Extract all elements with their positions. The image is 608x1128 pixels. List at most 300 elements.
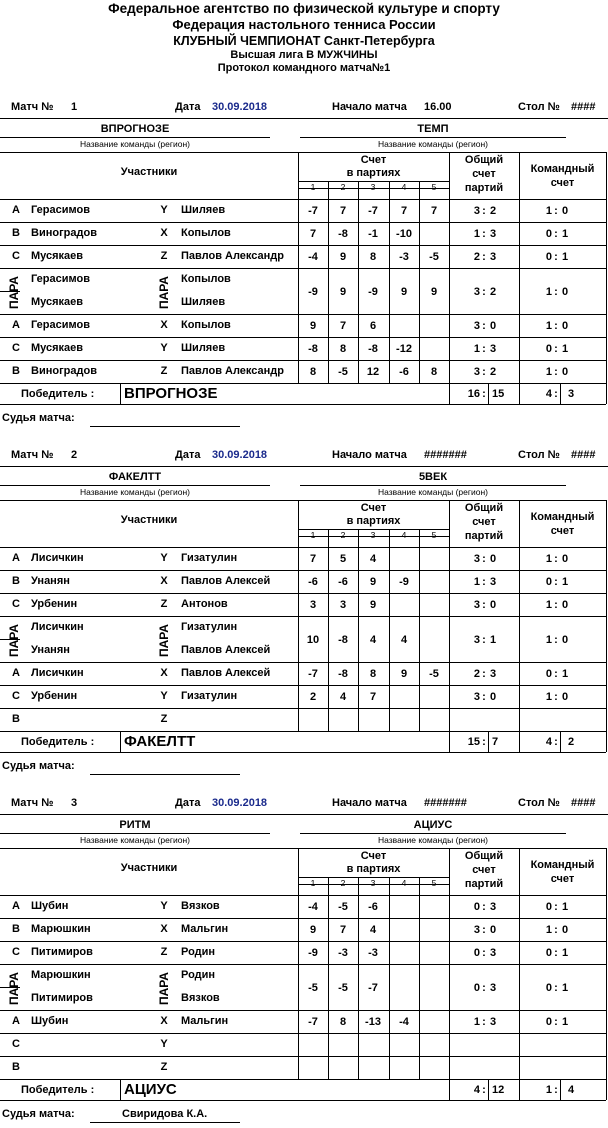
set-score <box>419 341 449 358</box>
row-letter-left: A <box>12 1015 20 1027</box>
set-score: -1 <box>368 228 378 240</box>
set-score: 9 <box>339 285 347 298</box>
set-score <box>358 712 388 729</box>
total-colon: : <box>482 228 486 240</box>
player-name: Антонов <box>181 598 228 610</box>
grid-line <box>519 731 520 752</box>
set-score <box>419 632 449 649</box>
grid-line <box>449 314 450 337</box>
total-colon: : <box>482 633 486 646</box>
participants-header: Участники <box>120 514 178 526</box>
player-name: Павлов Алексей <box>181 575 271 587</box>
total-left: 3 <box>473 691 480 703</box>
set-score: 3 <box>309 599 317 611</box>
match-total-right: 12 <box>492 1084 505 1096</box>
grid-line <box>519 662 520 685</box>
row-letter-left: C <box>12 690 20 702</box>
set-score: 4 <box>339 691 347 703</box>
team-right: 0 <box>562 924 569 936</box>
set-score: 7 <box>339 320 347 332</box>
set-score: -4 <box>308 901 318 913</box>
row-letter-left: B <box>12 365 20 377</box>
match-team-left: 4 <box>545 736 552 748</box>
start-label: Начало матча <box>332 797 407 809</box>
player-name: Унанян <box>31 575 70 587</box>
grid-line <box>0 360 606 361</box>
set-score <box>298 712 328 729</box>
set-score <box>389 945 419 962</box>
set-score <box>419 899 449 916</box>
team-right: 1 <box>562 981 569 994</box>
team-colon: : <box>554 924 558 936</box>
team-left: 0 <box>545 668 552 680</box>
total-right: 0 <box>490 924 497 936</box>
row-letter-left: A <box>12 204 20 216</box>
set-score: -5 <box>429 251 439 263</box>
set-score: 4 <box>369 553 377 565</box>
set-score: -10 <box>396 228 412 240</box>
grid-line <box>449 941 450 964</box>
score-header-2: в партиях <box>346 515 401 527</box>
match-team-right: 2 <box>568 736 575 748</box>
team-left: 0 <box>545 981 552 994</box>
total-left: 1 <box>473 228 480 240</box>
row-letter-right: Y <box>160 900 168 912</box>
match-total-left: 15 <box>467 736 480 748</box>
grid-line <box>449 199 450 222</box>
grid-line <box>606 964 607 1010</box>
set-score: -5 <box>308 981 318 994</box>
set-score <box>389 318 419 335</box>
grid-line <box>560 731 561 752</box>
team-right-caption: Название команды (регион) <box>378 139 488 149</box>
grid-line <box>0 1056 606 1057</box>
header-protocol: Протокол командного матча№1 <box>217 62 391 74</box>
grid-line <box>519 1033 520 1056</box>
grid-line <box>0 268 606 269</box>
grid-line <box>606 708 607 731</box>
grid-line <box>449 1079 450 1100</box>
total-left: 3 <box>473 285 480 298</box>
player-name: Лисичкин <box>31 667 84 679</box>
team-right: 1 <box>562 947 569 959</box>
grid-line <box>449 708 450 731</box>
total-right: 3 <box>490 668 497 680</box>
set-number: 2 <box>340 878 346 888</box>
set-score: 7 <box>309 228 317 240</box>
grid-line <box>0 337 606 338</box>
match-no-value: 1 <box>71 101 78 113</box>
set-score <box>358 1060 388 1077</box>
set-score <box>419 318 449 335</box>
table-value: #### <box>571 797 596 809</box>
set-number: 1 <box>310 878 316 888</box>
table-label: Стол № <box>518 449 560 461</box>
set-score: 9 <box>369 599 377 611</box>
player-name: Шиляев <box>181 296 226 308</box>
team-left-caption: Название команды (регион) <box>80 487 190 497</box>
team-left: 1 <box>545 924 552 936</box>
player-name: Герасимов <box>31 319 90 331</box>
match-no-value: 3 <box>71 797 78 809</box>
team-colon: : <box>554 343 558 355</box>
grid-line <box>0 383 606 384</box>
set-score <box>419 712 449 729</box>
match-total-right: 7 <box>492 736 499 748</box>
grid-line <box>449 895 450 918</box>
set-score: -3 <box>399 251 409 263</box>
set-score <box>419 574 449 591</box>
grid-line <box>0 848 606 849</box>
total-right: 3 <box>490 576 497 588</box>
total-right: 2 <box>490 366 497 378</box>
grid-line <box>606 314 607 337</box>
set-score: -7 <box>308 1016 318 1028</box>
grid-line <box>0 895 606 896</box>
grid-line <box>606 685 607 708</box>
grid-line <box>449 1033 450 1056</box>
grid-line <box>0 291 20 292</box>
row-letter-right: Y <box>160 1038 168 1050</box>
match-block <box>0 96 608 436</box>
grid-line <box>0 833 270 834</box>
score-header-1: Счет <box>360 154 387 166</box>
grid-line <box>519 383 520 404</box>
player-name: Копылов <box>181 319 231 331</box>
total-left: 1 <box>473 576 480 588</box>
total-right: 1 <box>490 633 497 646</box>
set-score: 9 <box>400 285 408 298</box>
team-header-2: счет <box>550 177 575 189</box>
grid-line <box>90 426 240 427</box>
grid-line <box>449 685 450 708</box>
grid-line <box>606 593 607 616</box>
row-letter-right: X <box>160 923 168 935</box>
row-letter-right: Z <box>160 365 168 377</box>
row-letter-right: Z <box>160 598 168 610</box>
row-letter-right: Z <box>160 713 168 725</box>
total-left: 2 <box>473 251 480 263</box>
grid-line <box>519 685 520 708</box>
total-header-3: партий <box>464 530 504 542</box>
grid-line <box>606 895 607 918</box>
grid-line <box>120 383 121 404</box>
grid-line <box>519 1079 520 1100</box>
set-score <box>389 551 419 568</box>
row-letter-left: A <box>12 667 20 679</box>
set-score: -7 <box>308 668 318 680</box>
set-score: -8 <box>338 633 348 646</box>
set-score <box>419 980 449 997</box>
table-value: #### <box>571 449 596 461</box>
player-name: Марюшкин <box>31 969 91 981</box>
total-right: 3 <box>490 1016 497 1028</box>
set-score: 9 <box>309 924 317 936</box>
total-left: 3 <box>473 599 480 611</box>
team-right-caption: Название команды (регион) <box>378 487 488 497</box>
set-score: 9 <box>309 320 317 332</box>
team-left: 1 <box>545 691 552 703</box>
team-left: 1 <box>545 366 552 378</box>
total-right: 2 <box>490 285 497 298</box>
row-letter-left: C <box>12 946 20 958</box>
pair-label-right: ПАРА <box>157 972 171 1005</box>
grid-line <box>519 547 520 570</box>
total-left: 1 <box>473 343 480 355</box>
total-right: 3 <box>490 901 497 913</box>
team-right-caption: Название команды (регион) <box>378 835 488 845</box>
date-label: Дата <box>175 101 201 113</box>
match-team-right: 4 <box>568 1084 575 1096</box>
team-left: 0 <box>545 1016 552 1028</box>
grid-line <box>606 337 607 360</box>
row-letter-left: B <box>12 575 20 587</box>
set-score: -6 <box>399 366 409 378</box>
grid-line <box>300 833 566 834</box>
set-score: -9 <box>368 285 378 298</box>
set-score <box>328 1060 358 1077</box>
pair-label-left: ПАРА <box>7 972 21 1005</box>
total-header-2: счет <box>472 168 496 180</box>
pair-label-right: ПАРА <box>157 276 171 309</box>
grid-line <box>0 1010 606 1011</box>
total-right: 0 <box>490 599 497 611</box>
player-name: Родин <box>181 946 216 958</box>
total-left: 3 <box>473 320 480 332</box>
match-total-colon: : <box>482 1084 486 1096</box>
player-name: Вязков <box>181 992 220 1004</box>
team-colon: : <box>554 251 558 263</box>
set-score: 4 <box>369 633 377 646</box>
grid-line <box>606 616 607 662</box>
set-score <box>389 712 419 729</box>
set-score: -13 <box>365 1016 381 1028</box>
team-colon: : <box>554 668 558 680</box>
set-score: -7 <box>368 981 378 994</box>
grid-line <box>300 485 566 486</box>
set-score: 12 <box>366 366 380 378</box>
team-left-name: РИТМ <box>119 819 151 831</box>
player-name: Павлов Александр <box>181 250 285 262</box>
total-header-3: партий <box>464 878 504 890</box>
match-no-label: Матч № <box>11 101 54 113</box>
grid-line <box>449 731 450 752</box>
team-colon: : <box>554 228 558 240</box>
row-letter-right: X <box>160 319 168 331</box>
player-name: Марюшкин <box>31 923 91 935</box>
grid-line <box>519 964 520 1010</box>
grid-line <box>449 1056 450 1079</box>
grid-line <box>120 731 121 752</box>
total-colon: : <box>482 320 486 332</box>
total-header-3: партий <box>464 182 504 194</box>
grid-line <box>606 662 607 685</box>
player-name: Копылов <box>181 273 231 285</box>
set-score: -5 <box>338 901 348 913</box>
grid-line <box>0 570 606 571</box>
team-colon: : <box>554 1016 558 1028</box>
total-right: 3 <box>490 343 497 355</box>
grid-line <box>519 1056 520 1079</box>
player-name: Шубин <box>31 900 69 912</box>
set-score <box>389 980 419 997</box>
set-score: 5 <box>339 553 347 565</box>
team-right: 0 <box>562 285 569 298</box>
team-right: 1 <box>562 901 569 913</box>
player-name: Гизатулин <box>181 621 238 633</box>
team-left: 0 <box>545 251 552 263</box>
row-letter-left: B <box>12 1061 20 1073</box>
grid-line <box>449 662 450 685</box>
team-colon: : <box>554 320 558 332</box>
set-score <box>389 1037 419 1054</box>
grid-line <box>606 1056 607 1079</box>
grid-line <box>0 752 606 753</box>
player-name: Мусякаев <box>31 296 84 308</box>
grid-line <box>0 685 606 686</box>
row-letter-left: A <box>12 319 20 331</box>
team-left: 1 <box>545 599 552 611</box>
grid-line <box>0 918 606 919</box>
grid-line <box>606 1033 607 1056</box>
total-colon: : <box>482 366 486 378</box>
set-number: 2 <box>340 182 346 192</box>
match-total-colon: : <box>482 388 486 400</box>
grid-line <box>0 245 606 246</box>
player-name: Герасимов <box>31 204 90 216</box>
grid-line <box>606 268 607 314</box>
grid-line <box>606 941 607 964</box>
total-right: 3 <box>490 228 497 240</box>
start-value: ####### <box>424 797 467 809</box>
grid-line <box>519 593 520 616</box>
grid-line <box>449 547 450 570</box>
grid-line <box>519 570 520 593</box>
set-score: -6 <box>308 576 318 588</box>
set-score: -9 <box>308 947 318 959</box>
set-number: 5 <box>431 878 437 888</box>
team-header-1: Командный <box>530 511 595 523</box>
set-score: 6 <box>369 320 377 332</box>
set-score: -5 <box>338 981 348 994</box>
set-score <box>328 712 358 729</box>
grid-line <box>0 199 606 200</box>
grid-line <box>449 1010 450 1033</box>
match-team-colon: : <box>554 388 558 400</box>
row-letter-right: X <box>160 667 168 679</box>
score-header-2: в партиях <box>346 167 401 179</box>
total-left: 0 <box>473 901 480 913</box>
team-left: 1 <box>545 633 552 646</box>
player-name: Павлов Алексей <box>181 667 271 679</box>
match-no-label: Матч № <box>11 449 54 461</box>
grid-line <box>0 222 606 223</box>
start-value: 16.00 <box>424 101 452 113</box>
winner-label: Победитель : <box>21 736 95 748</box>
player-name: Герасимов <box>31 273 90 285</box>
team-colon: : <box>554 576 558 588</box>
grid-line <box>519 268 520 314</box>
total-colon: : <box>482 901 486 913</box>
grid-line <box>519 360 520 383</box>
team-right-name: 5ВЕК <box>418 471 448 483</box>
set-number: 2 <box>340 530 346 540</box>
set-number: 3 <box>370 182 376 192</box>
grid-line <box>606 383 607 404</box>
set-score: 2 <box>309 691 317 703</box>
team-right: 1 <box>562 228 569 240</box>
set-score: -9 <box>399 576 409 588</box>
team-left-caption: Название команды (регион) <box>80 139 190 149</box>
team-header-1: Командный <box>530 163 595 175</box>
grid-line <box>0 547 606 548</box>
set-score <box>419 551 449 568</box>
total-left: 2 <box>473 668 480 680</box>
total-left: 3 <box>473 633 480 646</box>
match-total-right: 15 <box>492 388 505 400</box>
total-colon: : <box>482 668 486 680</box>
set-score: -3 <box>338 947 348 959</box>
grid-line <box>120 1079 121 1100</box>
grid-line <box>606 360 607 383</box>
grid-line <box>0 593 606 594</box>
set-score: 9 <box>430 285 438 298</box>
set-score <box>358 1037 388 1054</box>
team-colon: : <box>554 205 558 217</box>
match-team-colon: : <box>554 1084 558 1096</box>
grid-line <box>449 222 450 245</box>
team-header-2: счет <box>550 873 575 885</box>
team-colon: : <box>554 285 558 298</box>
total-right: 2 <box>490 205 497 217</box>
set-score <box>328 1037 358 1054</box>
row-letter-right: X <box>160 575 168 587</box>
grid-line <box>519 337 520 360</box>
grid-line <box>606 245 607 268</box>
score-header-2: в партиях <box>346 863 401 875</box>
set-score: 8 <box>309 366 317 378</box>
player-name: Урбенин <box>31 690 78 702</box>
player-name: Унанян <box>31 644 70 656</box>
row-letter-right: Y <box>160 552 168 564</box>
grid-line <box>606 570 607 593</box>
set-score <box>419 226 449 243</box>
total-right: 3 <box>490 251 497 263</box>
player-name: Лисичкин <box>31 621 84 633</box>
grid-line <box>606 500 607 547</box>
team-left-name: ФАКЕЛТТ <box>108 471 162 483</box>
set-number: 3 <box>370 530 376 540</box>
start-label: Начало матча <box>332 101 407 113</box>
row-letter-right: Z <box>160 1061 168 1073</box>
grid-line <box>0 639 20 640</box>
total-colon: : <box>482 251 486 263</box>
team-colon: : <box>554 947 558 959</box>
set-score: -6 <box>368 901 378 913</box>
grid-line <box>606 152 607 199</box>
player-name: Лисичкин <box>31 552 84 564</box>
team-colon: : <box>554 981 558 994</box>
total-right: 3 <box>490 947 497 959</box>
start-label: Начало матча <box>332 449 407 461</box>
set-score: 8 <box>339 1016 347 1028</box>
grid-line <box>449 360 450 383</box>
total-colon: : <box>482 285 486 298</box>
row-letter-left: C <box>12 342 20 354</box>
team-right: 1 <box>562 343 569 355</box>
match-total-left: 16 <box>467 388 480 400</box>
team-left: 0 <box>545 947 552 959</box>
